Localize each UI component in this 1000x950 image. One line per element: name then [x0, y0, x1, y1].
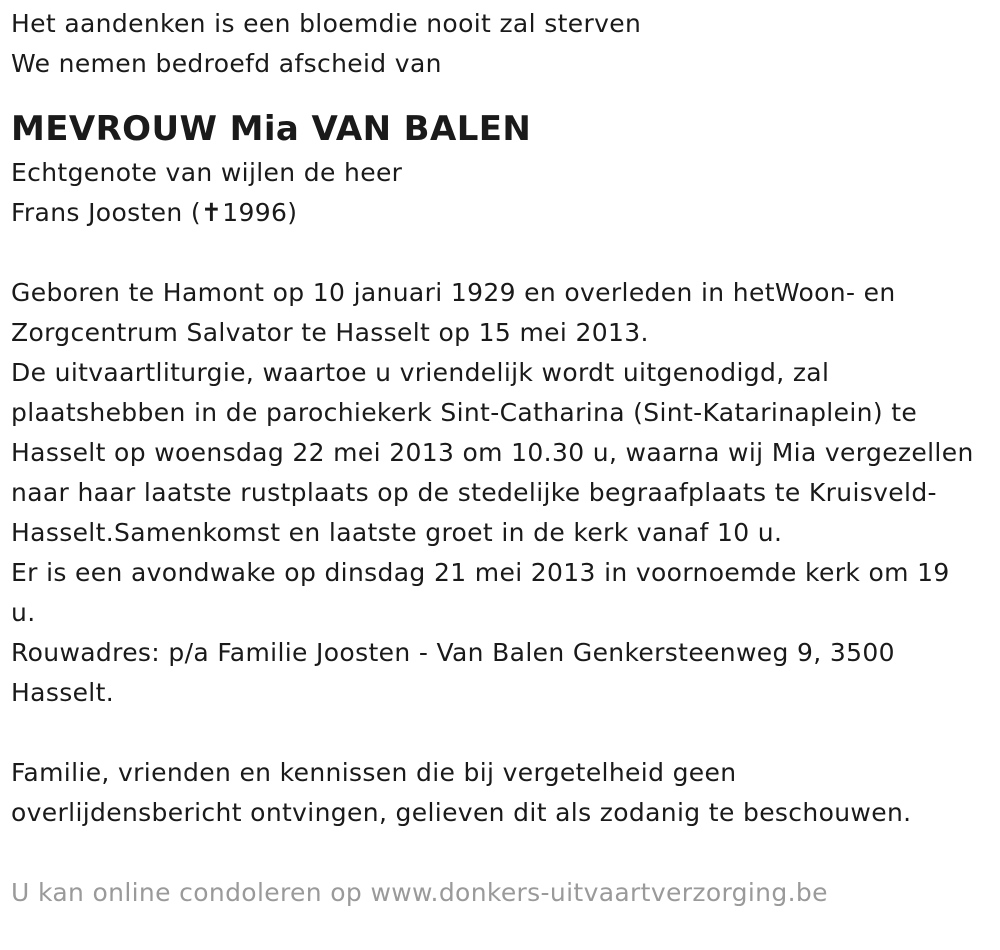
- body-line: De uitvaartliturgie, waartoe u vriendelijk wordt uitgenodigd, zal: [11, 358, 830, 387]
- condolence-footer: U kan online condoleren op www.donkers-uitvaartverzorging.be: [11, 878, 828, 907]
- body-line: Geboren te Hamont op 10 januari 1929 en overleden in hetWoon- en: [11, 278, 896, 307]
- cross-icon: ✝: [200, 198, 223, 227]
- body-line: u.: [11, 598, 36, 627]
- body-line: Er is een avondwake op dinsdag 21 mei 2013 in voornoemde kerk om 19: [11, 558, 950, 587]
- body-line: Hasselt op woensdag 22 mei 2013 om 10.30 u, waarna wij Mia vergezellen: [11, 438, 974, 467]
- body-line: naar haar laatste rustplaats op de stedelijke begraafplaats te Kruisveld-: [11, 478, 937, 507]
- spouse-line-1: Echtgenote van wijlen de heer: [11, 158, 403, 187]
- spouse-name: Frans Joosten (: [11, 198, 201, 227]
- notice-paragraph: [11, 753, 1000, 833]
- death-year: 1996): [222, 198, 298, 227]
- spacer: [11, 713, 1000, 753]
- intro-line-1: Het aandenken is een bloemdie nooit zal sterven: [11, 9, 642, 38]
- spacer: [11, 833, 1000, 873]
- intro-line-2: We nemen bedroefd afscheid van: [11, 49, 442, 78]
- spouse-line-2: [11, 193, 1000, 233]
- body-line: Zorgcentrum Salvator te Hasselt op 15 mei 2013.: [11, 318, 649, 347]
- notice-line: Familie, vrienden en kennissen die bij vergetelheid geen: [11, 758, 737, 787]
- body-line: Rouwadres: p/a Familie Joosten - Van Balen Genkersteenweg 9, 3500: [11, 638, 895, 667]
- body-paragraph: [11, 273, 1000, 713]
- body-line: plaatshebben in de parochiekerk Sint-Catharina (Sint-Katarinaplein) te: [11, 398, 918, 427]
- body-line: Hasselt.Samenkomst en laatste groet in de kerk vanaf 10 u.: [11, 518, 783, 547]
- body-line: Hasselt.: [11, 678, 115, 707]
- notice-line: overlijdensbericht ontvingen, gelieven dit als zodanig te beschouwen.: [11, 798, 912, 827]
- deceased-name: MEVROUW Mia VAN BALEN: [11, 109, 532, 149]
- spacer: [11, 233, 1000, 273]
